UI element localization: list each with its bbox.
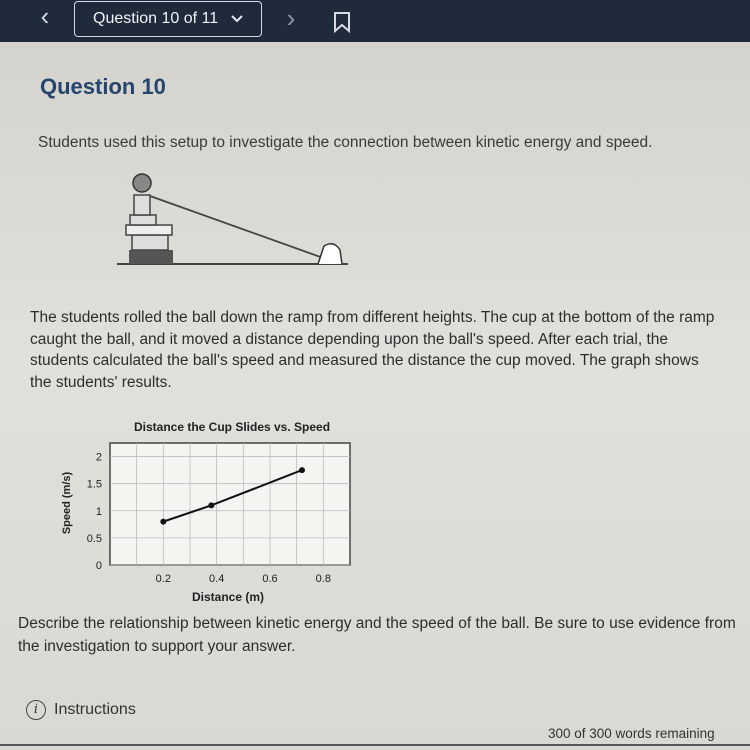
plot-area (110, 443, 350, 565)
answer-box-top-edge (0, 744, 750, 746)
chart-title: Distance the Cup Slides vs. Speed (133, 420, 331, 434)
x-tick-label: 0.2 (155, 573, 171, 585)
y-tick-label: 0 (95, 560, 102, 572)
x-tick-label: 0.8 (315, 573, 331, 585)
data-point (160, 519, 166, 525)
question-prompt: Describe the relationship between kinetic energy and the speed of the ball. Be sure to use evidence from the investigation to support your answer. (18, 615, 736, 655)
ramp (150, 196, 340, 264)
instructions-label: Instructions (54, 701, 136, 718)
instructions-toggle[interactable] (26, 700, 136, 720)
info-icon: i (26, 700, 46, 720)
block-2 (126, 225, 172, 235)
block-top (134, 195, 150, 215)
data-point (299, 467, 305, 473)
y-tick-label: 1.5 (86, 478, 102, 491)
chart-grid (110, 443, 350, 565)
block-1 (130, 215, 156, 225)
chevron-down-icon (230, 14, 244, 24)
y-tick-label: 1 (95, 505, 102, 518)
question-selector-label: Question 10 of 11 (93, 10, 219, 27)
chevron-right-icon[interactable]: › (286, 3, 296, 33)
bookmark-icon[interactable] (332, 11, 352, 33)
y-axis-label: Speed (m/s) (61, 471, 73, 535)
ball (133, 174, 151, 192)
x-tick-label: 0.4 (209, 573, 225, 585)
speed-distance-chart (50, 415, 370, 610)
chevron-left-icon[interactable]: ‹ (40, 1, 50, 31)
y-tick-label: 2 (95, 451, 102, 464)
words-remaining: 300 of 300 words remaining (548, 726, 715, 741)
y-tick-label: 0.5 (86, 532, 102, 545)
block-4 (129, 250, 173, 264)
top-navigation-bar (0, 0, 750, 42)
block-3 (132, 235, 168, 250)
question-intro: Students used this setup to investigate the connection between kinetic energy and speed. (38, 134, 653, 151)
cup (318, 244, 342, 264)
ramp-setup-diagram (112, 168, 357, 273)
x-axis-label: Distance (m) (191, 590, 265, 604)
x-tick-label: 0.6 (262, 573, 278, 585)
question-title: Question 10 (40, 74, 166, 99)
data-point (208, 502, 214, 508)
question-selector[interactable] (74, 1, 262, 37)
question-paragraph: The students rolled the ball down the ramp from different heights. The cup at the bottom of the ramp caught the ball, and it moved a distance depending upon the ball's speed. After each trial, the students calculated the ball's speed and measured the distance the cup moved. The graph shows the students' results. (30, 309, 715, 391)
